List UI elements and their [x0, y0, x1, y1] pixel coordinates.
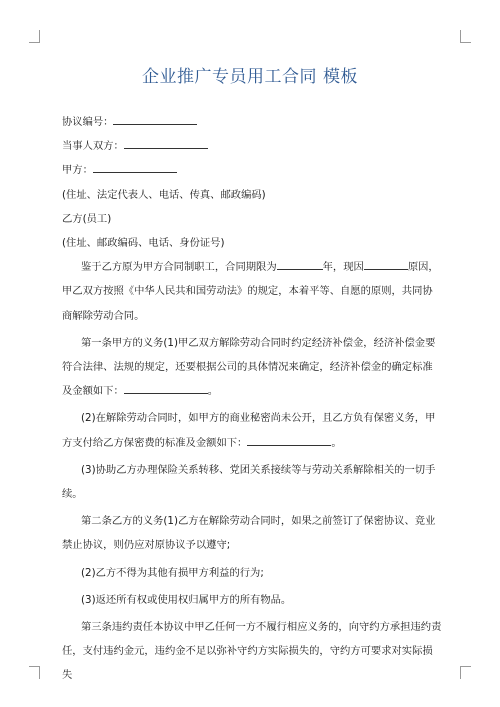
party-a-line	[62, 158, 442, 182]
preamble-text-3: 原因，	[407, 261, 439, 274]
article-3-paragraph: 第三条违约责任本协议中甲乙任何一方不履行相应义务的，向守约方承担违约责任，支付违约金元，违约金不足以弥补守约方实际损失的，守约方可要求对实际损失	[62, 621, 442, 682]
document-title: 企业推广专员用工合同 模板	[142, 67, 358, 87]
article-1-item-3: (3)协助乙方办理保险关系转移、党团关系接续等与劳动关系解除相关的一切手续。	[62, 463, 436, 500]
article-2-item-3: (3)返还所有权或使用权归属甲方的所有物品。	[81, 593, 292, 606]
article-1-end: 。	[207, 385, 219, 398]
term-years-blank[interactable]	[277, 260, 323, 270]
article-1-item-2	[62, 406, 442, 454]
crop-mark-top-left	[29, 30, 40, 43]
parties-line	[62, 134, 442, 158]
article-1-paragraph	[62, 331, 442, 404]
agreement-number-blank[interactable]	[113, 115, 197, 125]
crop-mark-bottom-left	[29, 666, 40, 679]
party-a-blank[interactable]	[93, 163, 177, 173]
party-b-line: 乙方(员工)	[62, 212, 112, 225]
agreement-number-label: 协议编号：	[62, 116, 114, 128]
document-body	[62, 110, 442, 688]
agreement-number-line	[62, 110, 442, 134]
article-1-item-2-text: (2)在解除劳动合同时，如甲方的商业秘密尚未公开，且乙方负有保密义务，甲方支付给乙方保密费的标准及金额如下：	[62, 412, 436, 449]
confidentiality-fee-blank[interactable]	[247, 436, 331, 446]
preamble-paragraph	[62, 255, 442, 328]
parties-blank[interactable]	[124, 139, 208, 149]
crop-mark-bottom-right	[460, 666, 471, 679]
article-2-paragraph: 第二条乙方的义务(1)乙方在解除劳动合同时，如果之前签订了保密协议、竞业禁止协议，则仍应对原协议予以遵守;	[62, 515, 436, 552]
party-a-info: (住址、法定代表人、电话、传真、邮政编码)	[62, 188, 266, 201]
article-1-text: 第一条甲方的义务(1)甲乙双方解除劳动合同时约定经济补偿金，经济补偿金要符合法律、法规的规定，还要根据公司的具体情况来确定，经济补偿金的确定标准及金额如下：	[62, 336, 436, 398]
article-1-item-2-end: 。	[331, 436, 342, 449]
preamble-text-4: 甲乙双方按照《中华人民共和国劳动法》的规定，本着平等、自愿的原则，共同协商解除劳动合同。	[62, 285, 433, 322]
article-2-item-2: (2)乙方不得为其他有损甲方利益的行为;	[81, 566, 264, 579]
crop-mark-top-right	[460, 30, 471, 43]
party-a-label: 甲方：	[62, 164, 93, 177]
preamble-text-1: 鉴于乙方原为甲方合同制职工，合同期限为	[81, 261, 277, 274]
compensation-amount-blank[interactable]	[124, 384, 208, 394]
party-b-info: (住址、邮政编码、电话、身份证号)	[62, 236, 225, 249]
preamble-text-2: 年，现因	[322, 261, 364, 274]
parties-label: 当事人双方：	[62, 140, 124, 153]
reason-blank[interactable]	[364, 260, 408, 270]
